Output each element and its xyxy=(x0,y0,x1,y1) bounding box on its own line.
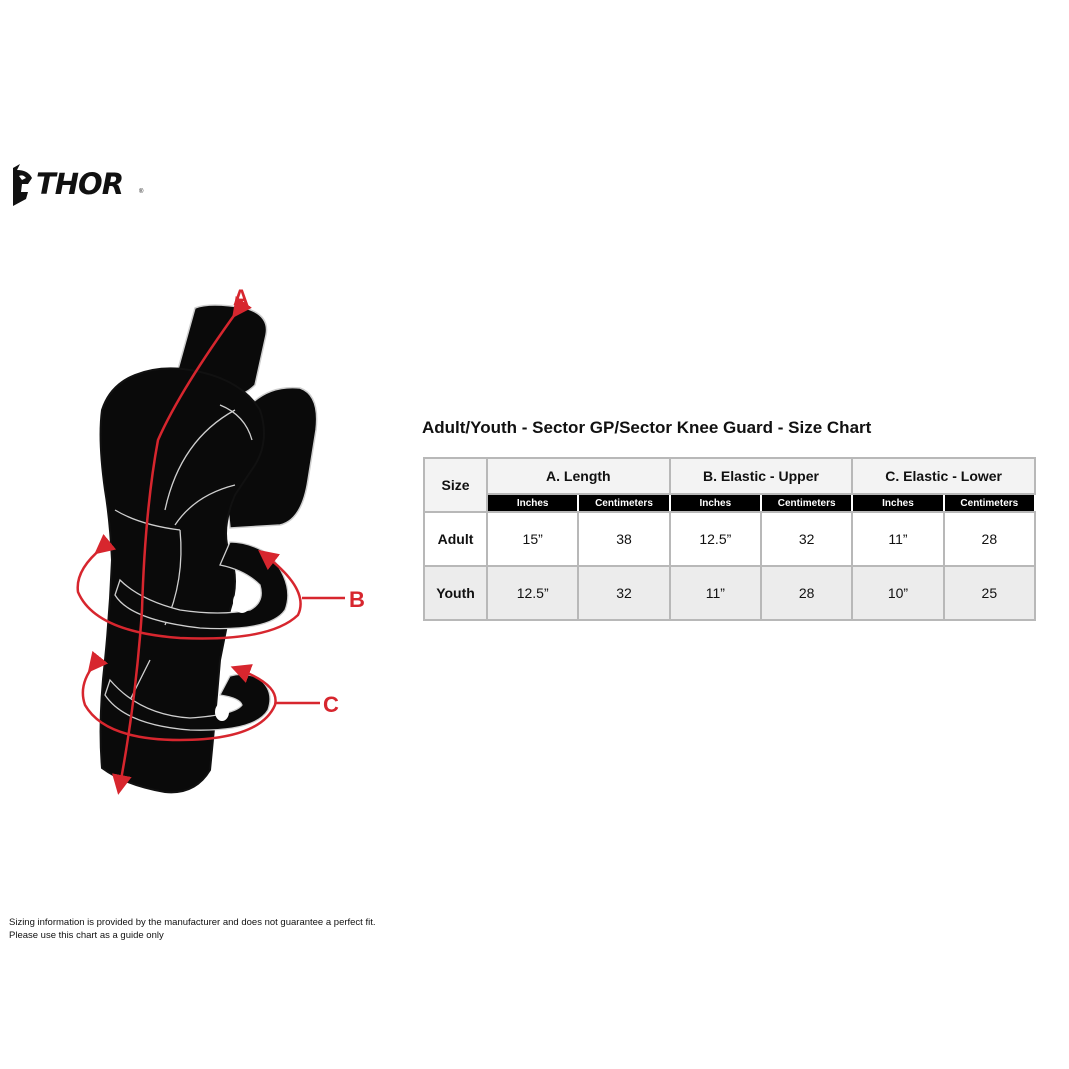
table-cell: 38 xyxy=(578,512,669,566)
table-cell: 25 xyxy=(944,566,1035,620)
table-cell: 32 xyxy=(761,512,852,566)
unit-header: Inches xyxy=(487,494,578,512)
table-cell: 15” xyxy=(487,512,578,566)
label-a: A xyxy=(233,285,249,310)
size-chart-title: Adult/Youth - Sector GP/Sector Knee Guard - Size Chart xyxy=(422,418,872,437)
table-cell: 28 xyxy=(761,566,852,620)
row-label: Youth xyxy=(424,566,487,620)
table-row xyxy=(424,512,1035,566)
group-header-elastic-lower: C. Elastic - Lower xyxy=(852,458,1035,494)
group-header-length: A. Length xyxy=(487,458,670,494)
size-header: Size xyxy=(424,458,487,512)
disclaimer-line-1: Sizing information is provided by the manufacturer and does not guarantee a perfect fit. xyxy=(9,917,376,928)
disclaimer xyxy=(9,916,376,942)
table-cell: 12.5” xyxy=(670,512,761,566)
size-chart-table xyxy=(423,457,1036,621)
unit-header: Inches xyxy=(670,494,761,512)
table-row xyxy=(424,566,1035,620)
label-b: B xyxy=(349,587,365,612)
unit-header: Centimeters xyxy=(944,494,1035,512)
disclaimer-line-2: Please use this chart as a guide only xyxy=(9,930,164,941)
table-cell: 28 xyxy=(944,512,1035,566)
table-cell: 11” xyxy=(670,566,761,620)
unit-header: Centimeters xyxy=(761,494,852,512)
table-cell: 10” xyxy=(852,566,943,620)
table-cell: 11” xyxy=(852,512,943,566)
thor-logo xyxy=(10,162,145,208)
unit-header: Inches xyxy=(852,494,943,512)
table-cell: 12.5” xyxy=(487,566,578,620)
registered-mark: ® xyxy=(139,189,144,195)
knee-guard-diagram xyxy=(70,280,380,810)
group-header-elastic-upper: B. Elastic - Upper xyxy=(670,458,853,494)
table-cell: 32 xyxy=(578,566,669,620)
unit-header: Centimeters xyxy=(578,494,669,512)
row-label: Adult xyxy=(424,512,487,566)
label-c: C xyxy=(323,692,339,717)
brand-name: THOR xyxy=(36,167,124,201)
